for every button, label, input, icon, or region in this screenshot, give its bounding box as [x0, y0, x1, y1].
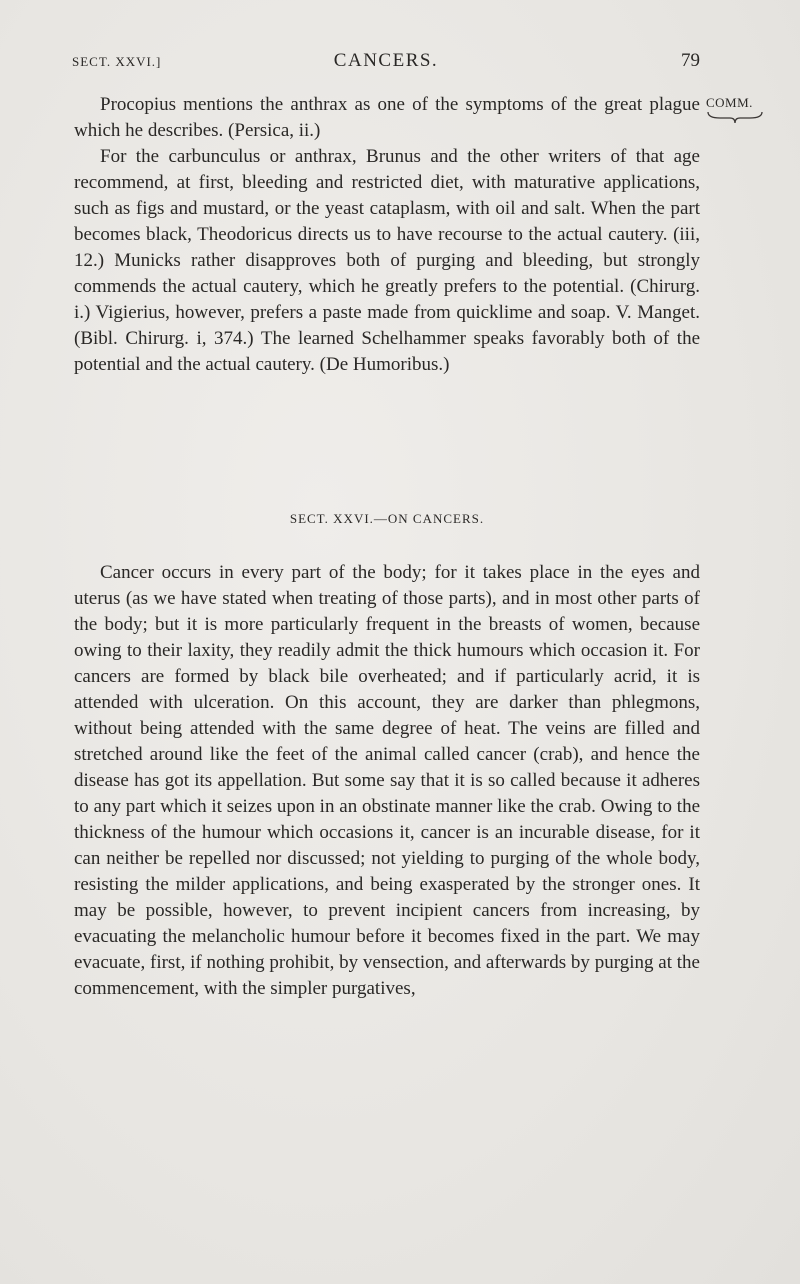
page-title: CANCERS. — [333, 50, 439, 71]
margin-note: COMM. — [706, 95, 753, 110]
section-reference: SECT. XXVI.] — [72, 54, 162, 69]
commentary-paragraph-2: For the carbunculus or anthrax, Brunus and the other writers of that age recommend, at first, bleeding and restricted diet, with maturative applications, such as figs and mustard, or the yeast cataplasm, with oil and salt. When the part becomes black, Theodoricus directs us to have recourse to the actual cautery. (iii, 12.) Municks rather disapproves both of purging and bleeding, but strongly commends the actual cautery, which he greatly prefers to the potential. (Chirurg. i.) Vigierius, however, prefers a paste made from quicklime and soap. V. Manget. (Bibl. Chirurg. i, 374.) The learned Schelhammer speaks favorably both of the potential and the actual cautery. (De Humoribus.) — [74, 146, 700, 375]
commentary-block — [74, 92, 700, 378]
section-heading: SECT. XXVI.—ON CANCERS. — [289, 511, 485, 526]
commentary-paragraph-1: Procopius mentions the anthrax as one of the symptoms of the great plague which he describes. (Persica, ii.) — [74, 94, 700, 141]
page-number: 79 — [681, 50, 700, 71]
margin-brace-icon — [706, 110, 764, 124]
body-paragraph-1: Cancer occurs in every part of the body; for it takes place in the eyes and uterus (as we have stated when treating of those parts), and in most other parts of the body; but it is more particularly frequent in the breasts of women, because owing to their laxity, they readily admit the thick humours which occasion it. For cancers are formed by black bile overheated; and if particularly acrid, it is attended with ulceration. On this account, they are darker than phlegmons, without being attended with the same degree of heat. The veins are filled and stretched around like the feet of the animal called cancer (crab), and hence the disease has got its appellation. But some say that it is so called because it adheres to any part which it seizes upon in an obstinate manner like the crab. Owing to the thickness of the humour which occasions it, cancer is an incurable disease, for it can neither be repelled nor discussed; not yielding to purging of the whole body, resisting the milder applications, and being exasperated by the stronger ones. It may be possible, however, to prevent incipient cancers from increasing, by evacuating the melancholic humour before it becomes fixed in the part. We may evacuate, first, if nothing prohibit, by vensection, and afterwards by purging at the commencement, with the simpler purgatives, — [74, 562, 700, 999]
running-head — [72, 50, 700, 74]
section-body — [74, 560, 700, 1002]
